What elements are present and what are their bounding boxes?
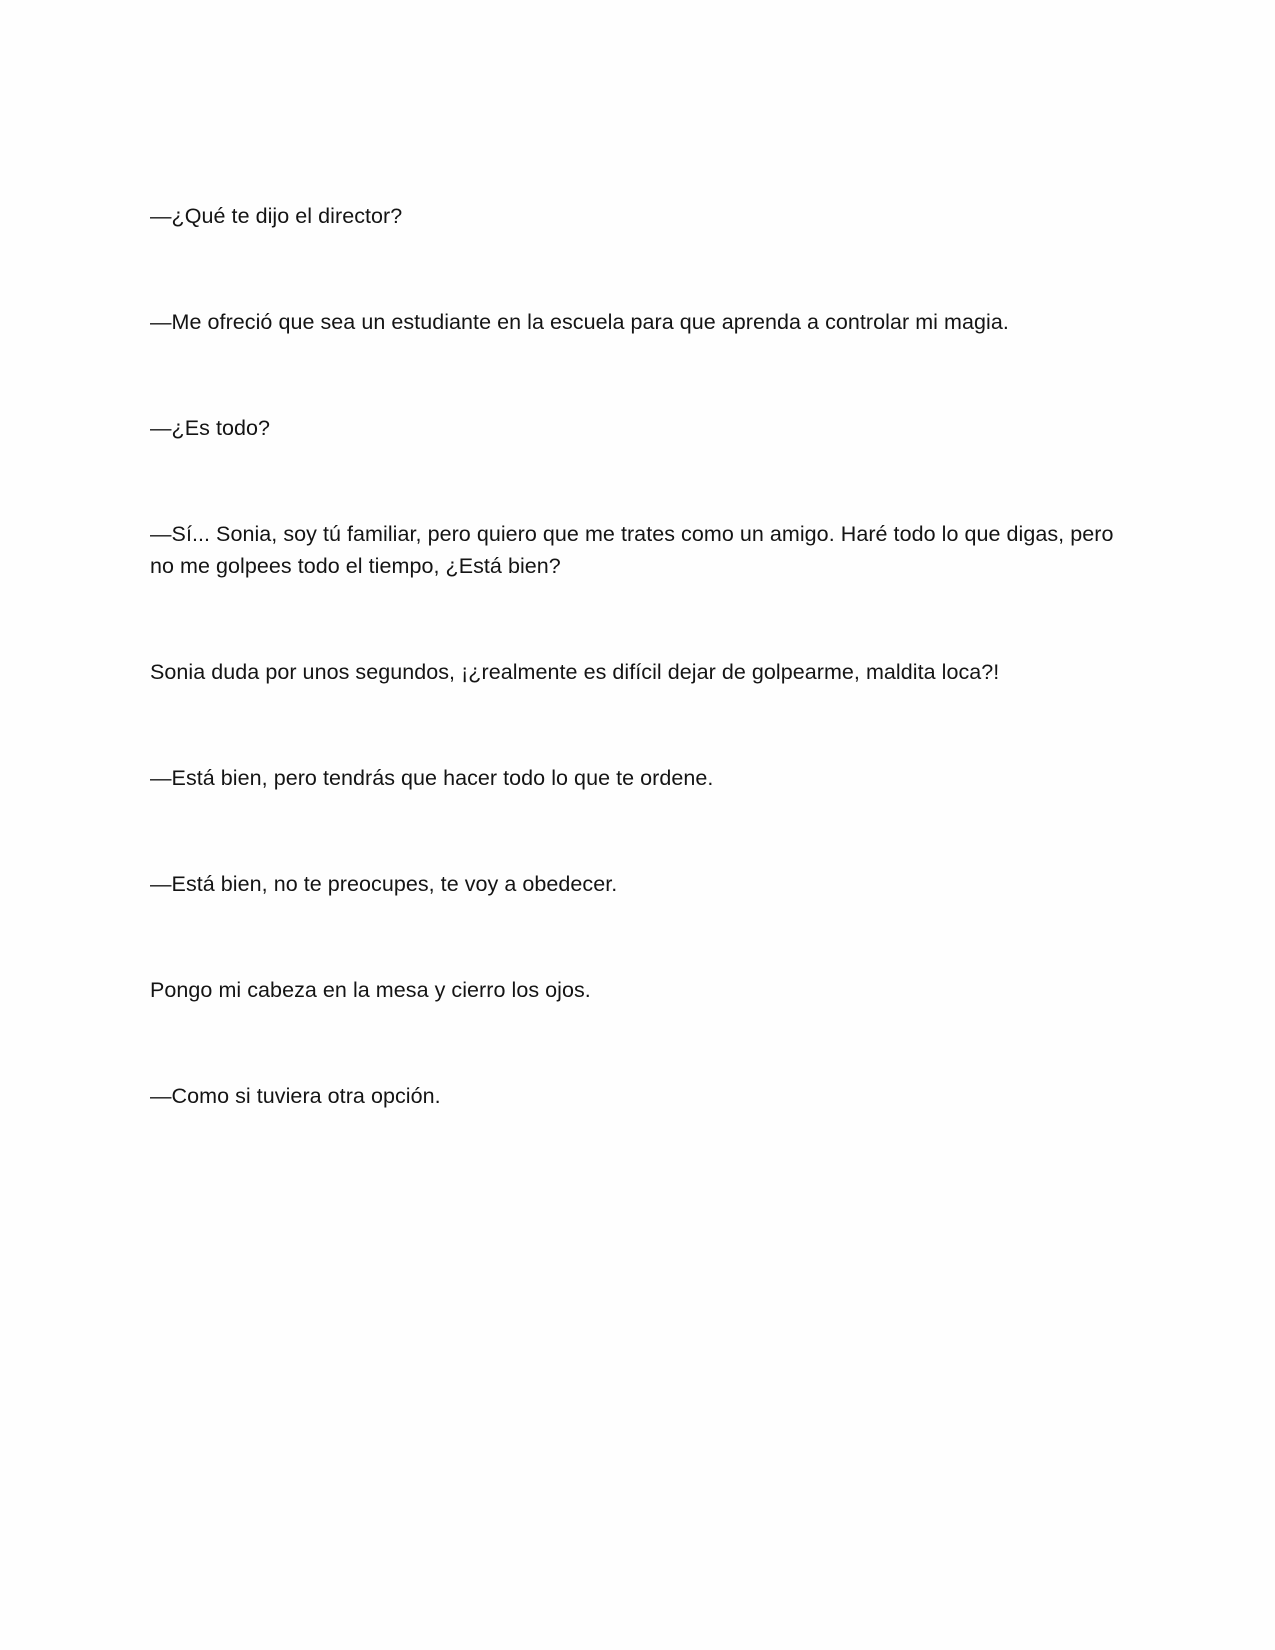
dialogue-line: —¿Es todo?: [150, 416, 270, 440]
dialogue-line: —Me ofreció que sea un estudiante en la escuela para que aprenda a controlar mi magia.: [150, 310, 1009, 334]
dialogue-line: —Está bien, no te preocupes, te voy a obedecer.: [150, 872, 618, 896]
dialogue-line: —Como si tuviera otra opción.: [150, 1084, 441, 1108]
dialogue-line: —¿Qué te dijo el director?: [150, 204, 403, 228]
dialogue-line: —Sí... Sonia, soy tú familiar, pero quiero que me trates como un amigo. Haré todo lo que digas, pero no me golpees todo el tiempo, ¿Está bien?: [150, 522, 1114, 578]
dialogue-line: —Está bien, pero tendrás que hacer todo lo que te ordene.: [150, 766, 714, 790]
narration-paragraph: Sonia duda por unos segundos, ¡¿realmente es difícil dejar de golpearme, maldita loca?!: [150, 660, 1000, 684]
narration-paragraph: Pongo mi cabeza en la mesa y cierro los ojos.: [150, 978, 591, 1002]
